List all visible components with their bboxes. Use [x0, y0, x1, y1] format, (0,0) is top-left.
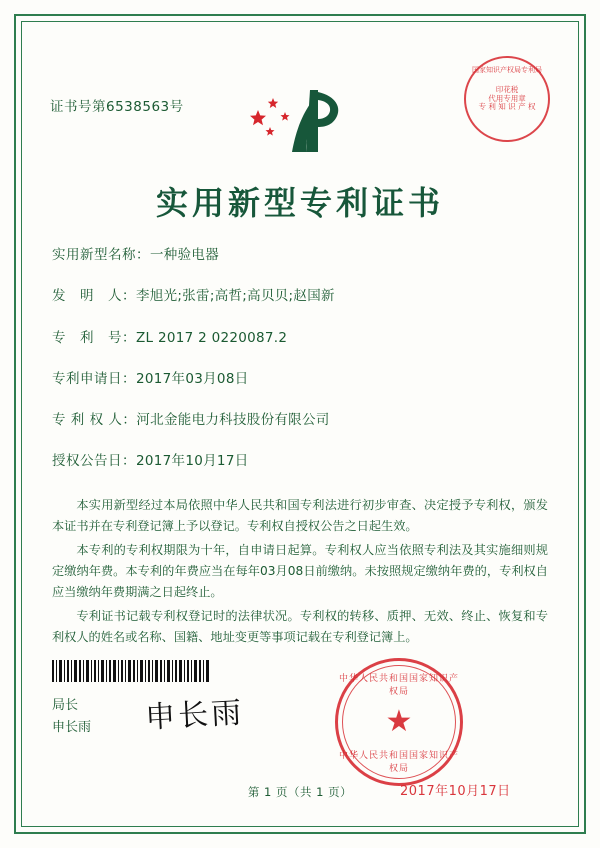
seal-date: 2017年10月17日 [400, 784, 511, 799]
cnipa-logo-icon [240, 80, 360, 160]
seal-star-icon: ★ [385, 704, 413, 739]
field-value: 一种验电器 [150, 247, 219, 263]
field-value: ZL 2017 2 0220087.2 [136, 329, 288, 346]
paragraph-1: 本实用新型经过本局依照中华人民共和国专利法进行初步审查、决定授予专利权，颁发本证书并在专利登记簿上予以登记。专利权自授权公告之日起生效。 [52, 498, 548, 534]
field-label: 专利申请日： [52, 370, 136, 387]
certificate-number: 证书号第6538563号 [50, 99, 184, 115]
field-label: 专 利 权 人： [52, 412, 137, 428]
barcode-icon [52, 660, 212, 682]
fields-list [52, 245, 548, 493]
field-value: 2017年10月17日 [136, 453, 249, 470]
seal-line-4: 专 利 知 识 产 权 [478, 102, 536, 112]
seal-arc-bottom-text: 中华人民共和国国家知识产权局 [338, 751, 459, 774]
field-patentee [52, 410, 548, 430]
paragraph-3: 专利证书记载专利权登记时的法律状况。专利权的转移、质押、无效、终止、恢复和专利权人的姓名或名称、国籍、地址变更等事项记载在专利登记簿上。 [52, 608, 548, 645]
field-label: 授权公告日： [52, 453, 136, 470]
certificate-content [40, 40, 560, 808]
red-round-seal-icon [464, 56, 550, 142]
legal-text-block [52, 495, 548, 650]
field-patent-number [52, 328, 548, 348]
director-name: 申长雨 [52, 720, 92, 736]
director-label: 局长 [52, 698, 79, 713]
field-value: 李旭光;张雷;高哲;高贝贝;赵国新 [136, 288, 335, 305]
field-utility-model-name [52, 245, 548, 265]
seal-arc-text: 国家知识产权局专利局 [472, 66, 542, 74]
seal-inner-text [464, 56, 550, 142]
field-label: 专 利 号： [52, 329, 136, 346]
seal-arc-top-text: 中华人民共和国国家知识产权局 [338, 674, 459, 697]
seal-line-3: 代用专用章 [488, 93, 526, 103]
page-footer: 第 1 页（共 1 页） [247, 785, 353, 799]
seal-line-2: 印花税 [495, 85, 519, 95]
paragraph-2: 本专利的专利权期限为十年，自申请日起算。专利权人应当依照专利法及其实施细则规定缴纳年费。本专利的年费应当在每年03月08日前缴纳。未按照规定缴纳年费的，专利权自应当缴纳年费期满之日起终止。 [52, 542, 548, 600]
national-red-seal-icon [335, 658, 463, 786]
field-grant-announcement-date [52, 451, 548, 471]
field-label: 实用新型名称： [52, 247, 150, 263]
signature-block [52, 695, 91, 739]
page-title: 实用新型专利证书 [155, 184, 444, 222]
field-value: 2017年03月08日 [136, 370, 249, 387]
field-inventors [52, 286, 548, 306]
field-label: 发 明 人： [52, 288, 136, 305]
field-value: 河北金能电力科技股份有限公司 [136, 412, 330, 428]
handwritten-signature: 申长雨 [144, 695, 246, 736]
field-application-date [52, 369, 548, 389]
